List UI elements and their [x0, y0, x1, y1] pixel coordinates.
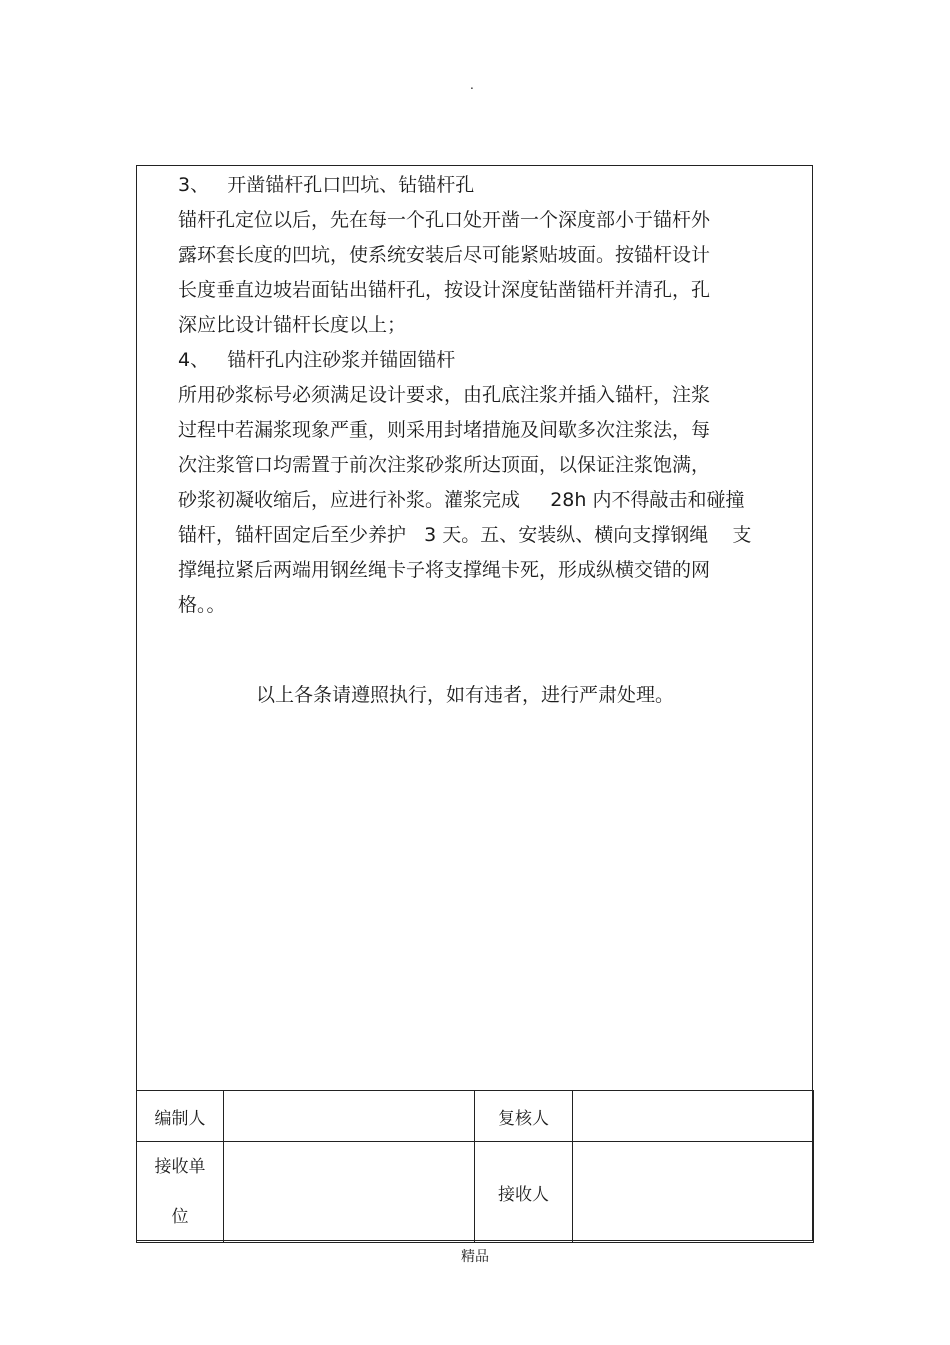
- body-line: 过程中若漏浆现象严重，则采用封堵措施及间歇多次注浆法，每: [178, 419, 711, 441]
- body-line: 格。。: [178, 594, 226, 616]
- footer-text: 精品: [461, 1249, 489, 1265]
- reviewer-field[interactable]: [573, 1091, 814, 1142]
- table-row: [137, 1091, 814, 1142]
- body-line: 锚杆孔定位以后，先在每一个孔口处开凿一个深度部小于锚杆外: [178, 209, 711, 231]
- table-row: [137, 1142, 814, 1243]
- header-dot: .: [470, 78, 474, 92]
- body-line: 次注浆管口均需置于前次注浆砂浆所达顶面，以保证注浆饱满，: [178, 454, 711, 476]
- receiving-unit-label-line1: 接收单: [154, 1157, 206, 1177]
- compiler-field[interactable]: [224, 1091, 475, 1142]
- signature-table: [136, 1090, 814, 1243]
- body-line: 露环套长度的凹坑，使系统安装后尽可能紧贴坡面。按锚杆设计: [178, 244, 711, 266]
- step-3-heading: 3、 开凿锚杆孔口凹坑、钻锚杆孔: [178, 174, 475, 196]
- step-4-heading: 4、 锚杆孔内注砂浆并锚固锚杆: [178, 349, 456, 371]
- body-line: 长度垂直边坡岩面钻出锚杆孔，按设计深度钻凿锚杆并清孔，孔: [178, 279, 711, 301]
- body-line: 深应比设计锚杆长度以上；: [178, 314, 407, 336]
- reviewer-label: 复核人: [475, 1091, 573, 1142]
- closing-note: 以上各条请遵照执行，如有违者，进行严肃处理。: [256, 684, 675, 706]
- receiving-unit-label-line2: 位: [171, 1207, 189, 1227]
- body-line: 撑绳拉紧后两端用钢丝绳卡子将支撑绳卡死，形成纵横交错的网: [178, 559, 711, 581]
- receiver-field[interactable]: [573, 1142, 814, 1243]
- body-line: 所用砂浆标号必须满足设计要求，由孔底注浆并插入锚杆，注浆: [178, 384, 711, 406]
- body-line: 砂浆初凝收缩后，应进行补浆。灌浆完成 28h 内不得敲击和碰撞: [178, 489, 745, 511]
- compiler-label: 编制人: [137, 1091, 224, 1142]
- receiver-label: 接收人: [475, 1142, 573, 1243]
- body-line: 锚杆，锚杆固定后至少养护 3 天。五、安装纵、横向支撑钢绳 支: [178, 524, 752, 546]
- receiving-unit-label: [137, 1142, 224, 1243]
- receiving-unit-field[interactable]: [224, 1142, 475, 1243]
